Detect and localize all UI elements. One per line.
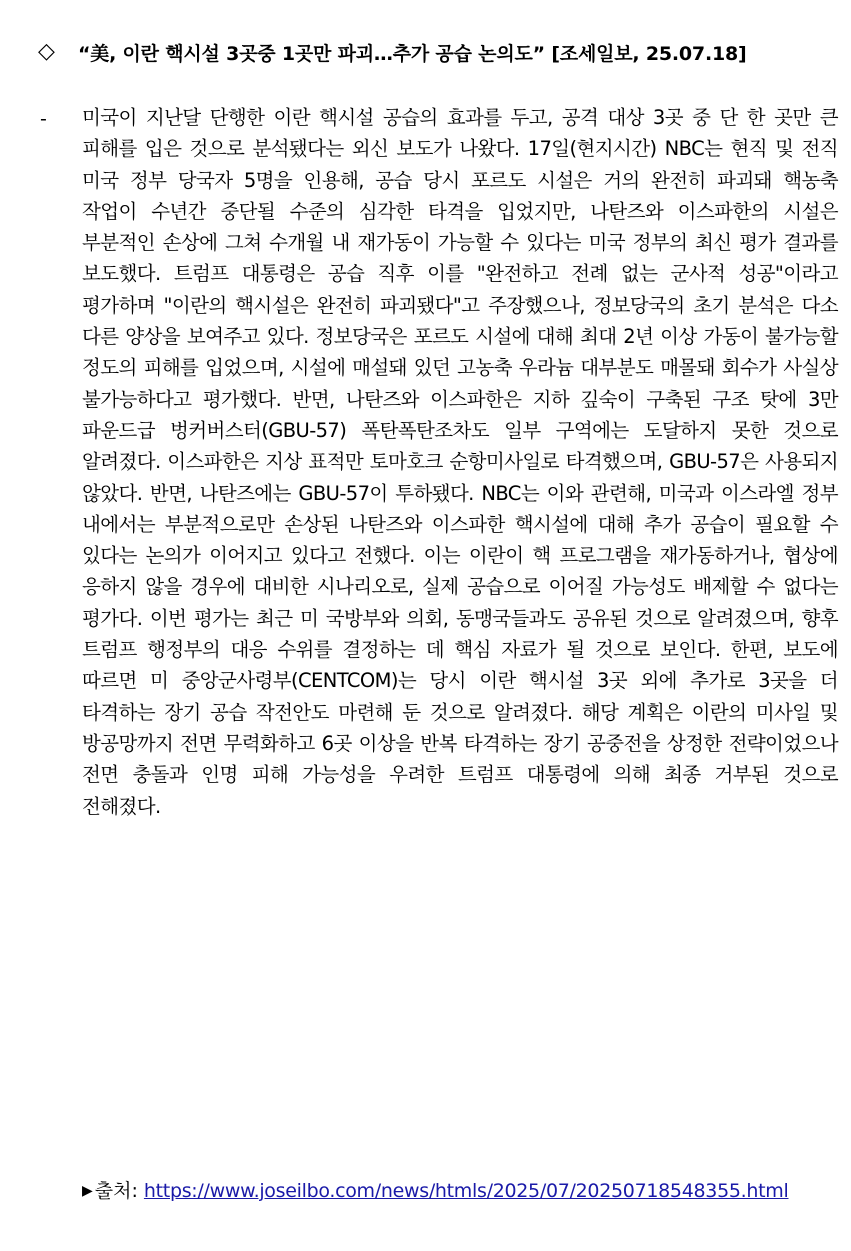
article-heading	[38, 36, 843, 68]
source-line	[82, 1176, 789, 1206]
article-title: “美, 이란 핵시설 3곳중 1곳만 파괴…추가 공습 논의도” [조세일보, 25.07.18]	[78, 42, 747, 65]
diamond-icon: ◇	[38, 39, 55, 64]
bullet-dash: -	[40, 108, 47, 130]
triangle-right-icon: ▶	[82, 1183, 93, 1199]
source-label: 출처:	[94, 1180, 138, 1202]
source-link[interactable]: https://www.joseilbo.com/news/htmls/2025/07/20250718548355.html	[143, 1180, 789, 1202]
article-body: 미국이 지난달 단행한 이란 핵시설 공습의 효과를 두고, 공격 대상 3곳 중 단 한 곳만 큰 피해를 입은 것으로 분석됐다는 외신 보도가 나왔다. 17일(현지시간) NBC는 현직 및 전직 미국 정부 당국자 5명을 인용해, 공습 당시 포르도 시설은 거의 완전히 파괴돼 핵농축 작업이 수년간 중단될 수준의 심각한 타격을 입었지만, 나탄즈와 이스파한의 시설은 부분적인 손상에 그쳐 수개월 내 재가동이 가능할 수 있다는 미국 정부의 최신 평가 결과를 보도했다. 트럼프 대통령은 공습 직후 이를 "완전하고 전례 없는 군사적 성공"이라고 평가하며 "이란의 핵시설은 완전히 파괴됐다"고 주장했으나, 정보당국의 초기 분석은 다소 다른 양상을 보여주고 있다. 정보당국은 포르도 시설에 대해 최대 2년 이상 가동이 불가능할 정도의 피해를 입었으며, 시설에 매설돼 있던 고농축 우라늄 대부분도 매몰돼 회수가 사실상 불가능하다고 평가했다. 반면, 나탄즈와 이스파한은 지하 깊숙이 구축된 구조 탓에 3만 파운드급 벙커버스터(GBU-57) 폭탄폭탄조차도 일부 구역에는 도달하지 못한 것으로 알려졌다. 이스파한은 지상 표적만 토마호크 순항미사일로 타격했으며, GBU-57은 사용되지 않았다. 반면, 나탄즈에는 GBU-57이 투하됐다. NBC는 이와 관련해, 미국과 이스라엘 정부 내에서는 부분적으로만 손상된 나탄즈와 이스파한 핵시설에 대해 추가 공습이 필요할 수 있다는 논의가 이어지고 있다고 전했다. 이는 이란이 핵 프로그램을 재가동하거나, 협상에 응하지 않을 경우에 대비한 시나리오로, 실제 공습으로 이어질 가능성도 배제할 수 없다는 평가다. 이번 평가는 최근 미 국방부와 의회, 동맹국들과도 공유된 것으로 알려졌으며, 향후 트럼프 행정부의 대응 수위를 결정하는 데 핵심 자료가 될 것으로 보인다. 한편, 보도에 따르면 미 중앙군사령부(CENTCOM)는 당시 이란 핵시설 3곳 외에 추가로 3곳을 더 타격하는 장기 공습 작전안도 마련해 둔 것으로 알려졌다. 해당 계획은 이란의 미사일 및 방공망까지 전면 무력화하고 6곳 이상을 반복 타격하는 장기 공중전을 상정한 전략이었으나 전면 충돌과 인명 피해 가능성을 우려한 트럼프 대통령에 의해 최종 거부된 것으로 전해졌다.	[82, 106, 838, 818]
